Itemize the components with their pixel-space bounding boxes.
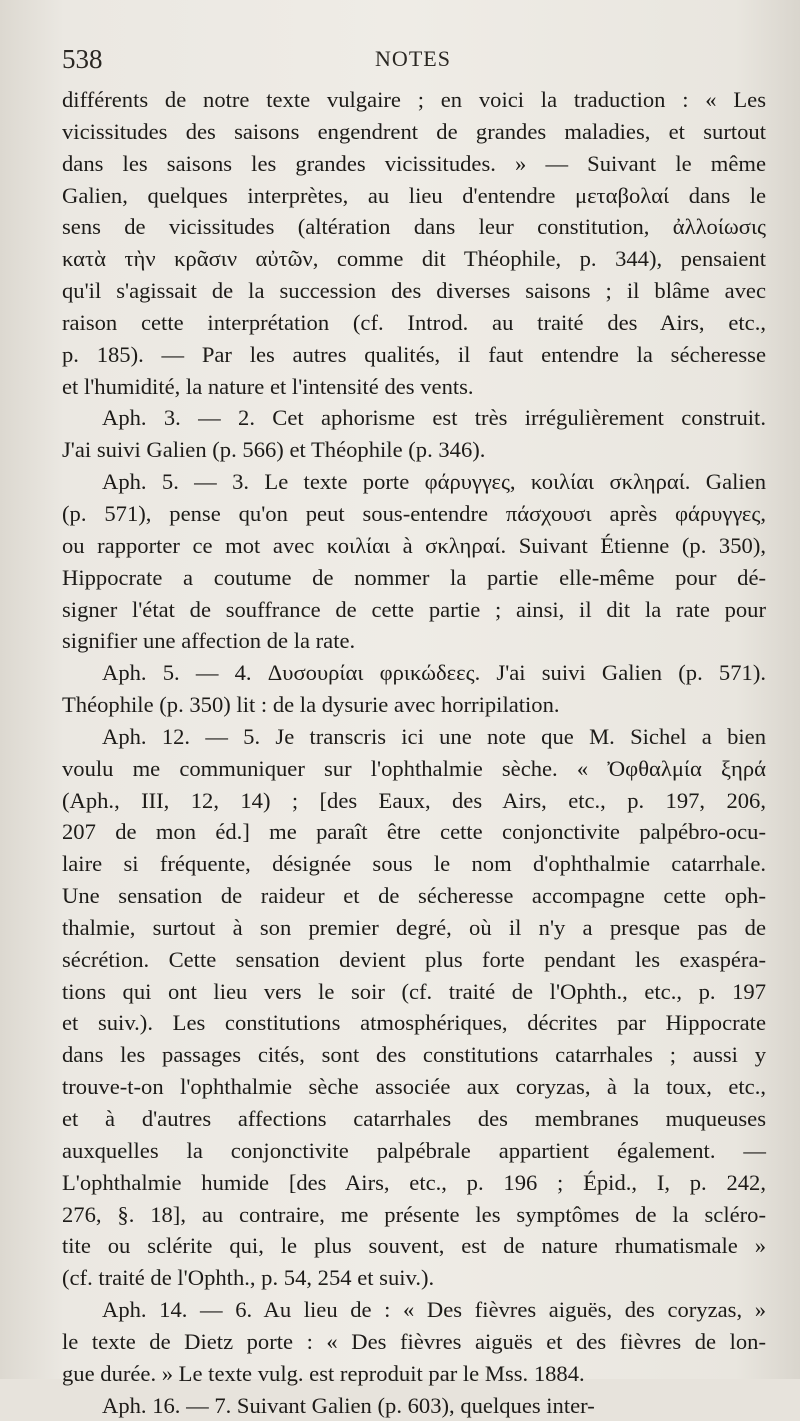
text-line: L'ophthalmie humide [des Airs, etc., p. 196 ; Épid., I, p. 242,	[62, 1169, 766, 1195]
note-aph-5b-line: Aph. 5. — 4. Δυσουρίαι φρικώδεες. J'ai suivi Galien (p. 571).	[102, 660, 766, 686]
text-line: tions qui ont lieu vers le soir (cf. traité de l'Ophth., etc., p. 197	[62, 978, 766, 1004]
text-line: Une sensation de raideur et de sécheresse accompagne cette oph-	[62, 883, 766, 909]
text-line: différents de notre texte vulgaire ; en voici la traduction : « Les	[62, 87, 766, 112]
text-line: qu'il s'agissait de la succession des diverses saisons ; il blâme avec	[62, 278, 766, 304]
text-line: et suiv.). Les constitutions atmosphériques, décrites par Hippocrate	[62, 1010, 766, 1036]
text-line: (Aph., III, 12, 14) ; [des Eaux, des Airs, etc., p. 197, 206,	[62, 787, 766, 813]
note-aph-12-line: Aph. 12. — 5. Je transcris ici une note que M. Sichel a bien	[102, 723, 766, 749]
text-line: p. 185). — Par les autres qualités, il faut entendre la sécheresse	[62, 341, 766, 367]
text-line: κατὰ τὴν κρᾶσιν αὐτῶν, comme dit Théophile, p. 344), pensaient	[62, 246, 766, 272]
text-line: gue durée. » Le texte vulg. est reproduit par le Mss. 1884.	[62, 1360, 585, 1386]
text-line: Galien, quelques interprètes, au lieu d'entendre μεταβολαί dans le	[62, 182, 766, 208]
text-line: le texte de Dietz porte : « Des fièvres aiguës et des fièvres de lon-	[62, 1328, 766, 1354]
text-line: 207 de mon éd.] me paraît être cette conjonctivite palpébro-ocu-	[62, 819, 766, 845]
text-line: laire si fréquente, désignée sous le nom d'ophthalmie catarrhale.	[62, 851, 766, 877]
note-aph-16-line: Aph. 16. — 7. Suivant Galien (p. 603), quelques inter-	[102, 1392, 595, 1418]
text-line: raison cette interprétation (cf. Introd. au traité des Airs, etc.,	[62, 309, 766, 335]
text-line: 276, §. 18], au contraire, me présente les symptômes de la scléro-	[62, 1201, 766, 1227]
text-line: signifier une affection de la rate.	[62, 628, 356, 654]
text-line: et à d'autres affections catarrhales des membranes muqueuses	[62, 1106, 766, 1131]
note-aph-14-line: Aph. 14. — 6. Au lieu de : « Des fièvres aiguës, des coryzas, »	[102, 1297, 766, 1323]
text-line: vicissitudes des saisons engendrent de grandes maladies, et surtout	[62, 118, 766, 144]
text-line: Hippocrate a coutume de nommer la partie elle-même pour dé-	[62, 564, 766, 590]
note-aph-3-line: Aph. 3. — 2. Cet aphorisme est très irrégulièrement construit.	[102, 405, 766, 431]
page-number: 538	[62, 44, 103, 74]
text-line: sécrétion. Cette sensation devient plus forte pendant les exaspéra-	[62, 946, 766, 972]
text-line: dans les passages cités, sont des constitutions catarrhales ; aussi y	[62, 1042, 766, 1068]
text-line: signer l'état de souffrance de cette partie ; ainsi, il dit la rate pour	[62, 596, 766, 622]
note-aph-5a-line: Aph. 5. — 3. Le texte porte φάρυγγες, κοιλίαι σκληραί. Galien	[102, 469, 766, 495]
text-line: J'ai suivi Galien (p. 566) et Théophile (p. 346).	[62, 437, 486, 463]
running-head: NOTES	[375, 46, 451, 71]
text-line: (cf. traité de l'Ophth., p. 54, 254 et suiv.).	[62, 1265, 435, 1291]
page-header	[62, 40, 764, 80]
text-line: et l'humidité, la nature et l'intensité des vents.	[62, 373, 474, 399]
text-line: auxquelles la conjonctivite palpébrale appartient également. —	[62, 1137, 766, 1163]
text-line: voulu me communiquer sur l'ophthalmie sèche. « Ὀφθαλμία ξηρά	[62, 755, 766, 781]
text-line: thalmie, surtout à son premier degré, où il n'y a presque pas de	[62, 914, 766, 940]
text-line: ou rapporter ce mot avec κοιλίαι à σκληραί. Suivant Étienne (p. 350),	[62, 532, 766, 558]
text-line: (p. 571), pense qu'on peut sous-entendre πάσχουσι après φάρυγγες,	[62, 500, 766, 526]
text-line: tite ou sclérite qui, le plus souvent, est de nature rhumatismale »	[62, 1233, 766, 1259]
text-line: sens de vicissitudes (altération dans leur constitution, ἀλλοίωσις	[62, 214, 766, 240]
text-line: dans les saisons les grandes vicissitudes. » — Suivant le même	[62, 150, 766, 176]
notes-text	[62, 84, 766, 1421]
text-line: trouve-t-on l'ophthalmie sèche associée aux coryzas, à la toux, etc.,	[62, 1074, 766, 1100]
text-line: Théophile (p. 350) lit : de la dysurie avec horripilation.	[62, 692, 560, 718]
